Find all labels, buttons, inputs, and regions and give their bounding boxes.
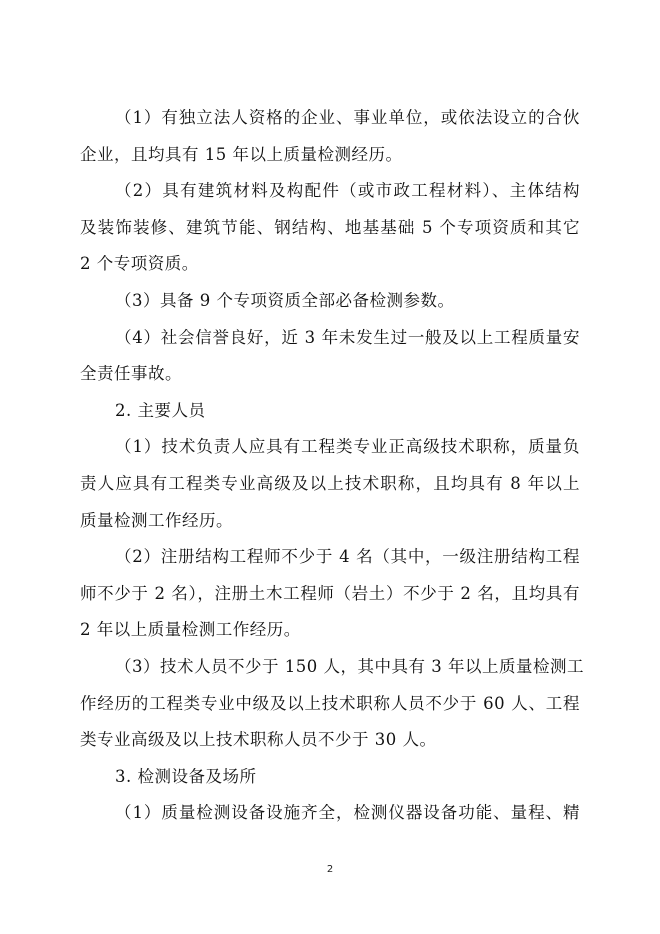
section-heading: 2. 主要人员 (115, 400, 206, 420)
paragraph-line: （1）有独立法人资格的企业、事业单位，或依法设立的合伙 (115, 108, 580, 127)
paragraph-line: 2 个专项资质。 (80, 254, 199, 274)
paragraph-line: 及装饰装修、建筑节能、钢结构、地基基础 5 个专项资质和其它 (80, 217, 580, 237)
paragraph-line: 师不少于 2 名），注册土木工程师（岩土）不少于 2 名，且均具有 (80, 583, 580, 603)
paragraph-line: 责人应具有工程类专业高级及以上技术职称，且均具有 8 年以上 (80, 473, 580, 493)
paragraph-line: 全责任事故。 (80, 364, 182, 384)
body-text (80, 100, 584, 832)
paragraph-line: （4）社会信誉良好，近 3 年未发生过一般及以上工程质量安 (115, 327, 580, 347)
paragraph-line: （1）技术负责人应具有工程类专业正高级技术职称，质量负 (115, 437, 580, 457)
paragraph-line: 作经历的工程类专业中级及以上技术职称人员不少于 60 人、工程 (80, 693, 580, 713)
page-number: 2 (326, 864, 334, 875)
paragraph-line: （1）质量检测设备设施齐全，检测仪器设备功能、量程、精 (115, 803, 580, 823)
paragraph-line: 企业，且均具有 15 年以上质量检测经历。 (80, 144, 403, 164)
paragraph-line: （2）具有建筑材料及构配件（或市政工程材料）、主体结构 (115, 181, 580, 201)
paragraph-line: 质量检测工作经历。 (80, 510, 233, 530)
section-heading: 3. 检测设备及场所 (115, 766, 257, 786)
paragraph-line: 类专业高级及以上技术职称人员不少于 30 人。 (80, 730, 437, 750)
paragraph-line: （2）注册结构工程师不少于 4 名（其中，一级注册结构工程 (115, 547, 580, 567)
paragraph-line: （3）技术人员不少于 150 人，其中具有 3 年以上质量检测工 (115, 656, 584, 676)
paragraph-line: 2 年以上质量检测工作经历。 (80, 620, 301, 640)
paragraph-line: （3）具备 9 个专项资质全部必备检测参数。 (115, 290, 455, 310)
